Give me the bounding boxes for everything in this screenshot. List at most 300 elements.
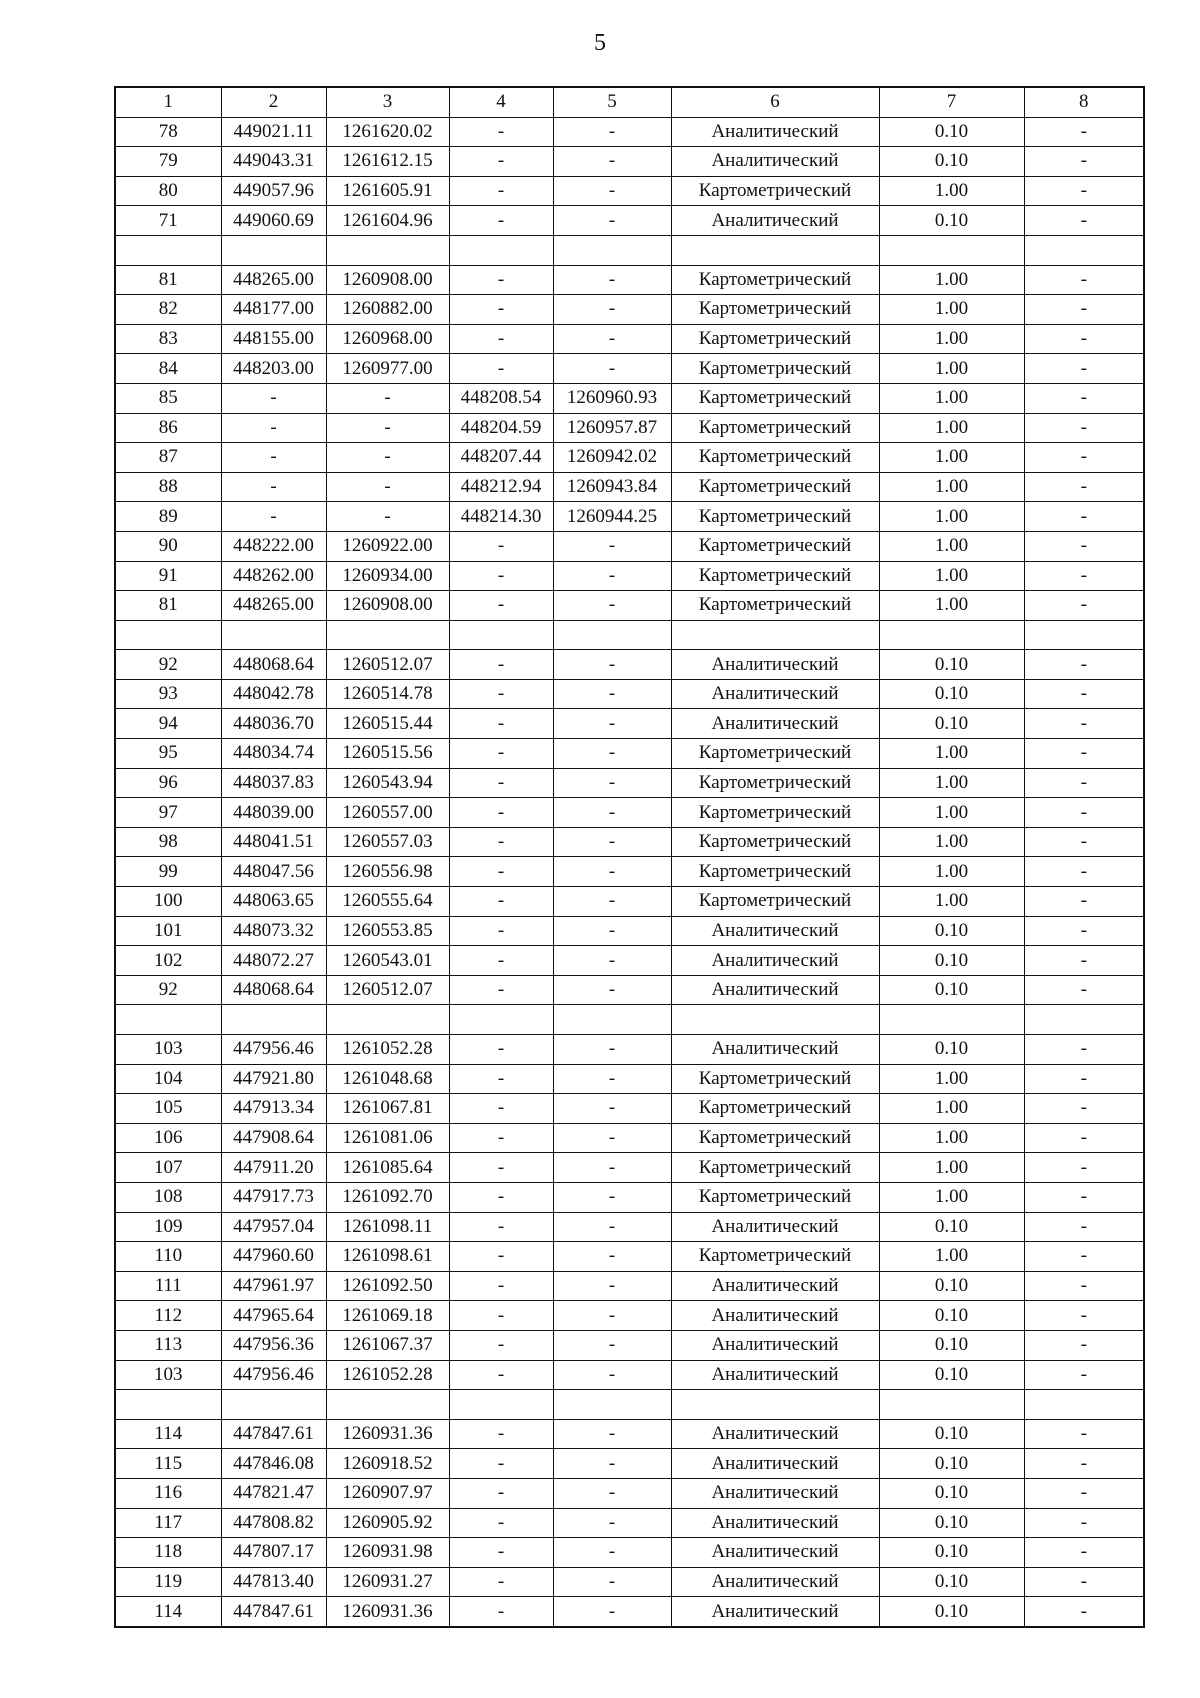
table-cell: Аналитический xyxy=(671,916,879,946)
table-cell: Аналитический xyxy=(671,709,879,739)
table-cell: - xyxy=(1024,650,1144,680)
table-row xyxy=(115,1064,1144,1094)
table-cell: - xyxy=(553,1064,671,1094)
table-cell: - xyxy=(1024,295,1144,325)
table-cell: 94 xyxy=(115,709,221,739)
table-cell: - xyxy=(1024,472,1144,502)
table-cell: 98 xyxy=(115,827,221,857)
table-cell: 1.00 xyxy=(879,176,1024,206)
table-cell: 447957.04 xyxy=(221,1212,326,1242)
table-cell: Аналитический xyxy=(671,975,879,1005)
table-cell: - xyxy=(553,1242,671,1272)
table-cell: 1260515.56 xyxy=(326,739,449,769)
table-cell: - xyxy=(1024,709,1144,739)
table-cell: 83 xyxy=(115,324,221,354)
table-cell: - xyxy=(326,413,449,443)
table-cell: - xyxy=(553,679,671,709)
table-cell: 0.10 xyxy=(879,1567,1024,1597)
table-cell xyxy=(115,1005,221,1035)
table-cell: 1260556.98 xyxy=(326,857,449,887)
table-cell: - xyxy=(553,1094,671,1124)
table-cell: 103 xyxy=(115,1035,221,1065)
table-cell: 1261048.68 xyxy=(326,1064,449,1094)
table-cell: 78 xyxy=(115,117,221,147)
table-cell: 1.00 xyxy=(879,354,1024,384)
table-cell: - xyxy=(449,265,553,295)
table-cell: Аналитический xyxy=(671,679,879,709)
table-cell: 119 xyxy=(115,1567,221,1597)
table-row xyxy=(115,147,1144,177)
table-cell xyxy=(671,235,879,265)
table-cell: 1260931.36 xyxy=(326,1419,449,1449)
table-cell: 447956.36 xyxy=(221,1330,326,1360)
table-cell: 448068.64 xyxy=(221,975,326,1005)
table-row xyxy=(115,383,1144,413)
table-cell: - xyxy=(1024,1035,1144,1065)
table-row xyxy=(115,1567,1144,1597)
table-cell xyxy=(879,235,1024,265)
table-row xyxy=(115,472,1144,502)
table-cell: 81 xyxy=(115,591,221,621)
table-cell: 448262.00 xyxy=(221,561,326,591)
table-cell: Аналитический xyxy=(671,1508,879,1538)
table-cell: - xyxy=(1024,147,1144,177)
table-cell: - xyxy=(1024,798,1144,828)
table-cell: 1260931.98 xyxy=(326,1538,449,1568)
table-cell: - xyxy=(553,591,671,621)
table-cell: - xyxy=(553,265,671,295)
table-cell: 0.10 xyxy=(879,1597,1024,1627)
table-cell: 447956.46 xyxy=(221,1360,326,1390)
table-cell: 0.10 xyxy=(879,709,1024,739)
table-cell: - xyxy=(553,176,671,206)
table-cell: - xyxy=(449,1449,553,1479)
table-cell: 79 xyxy=(115,147,221,177)
table-row xyxy=(115,117,1144,147)
table-cell: 0.10 xyxy=(879,1301,1024,1331)
table-cell: 1260931.36 xyxy=(326,1597,449,1627)
table-cell: - xyxy=(1024,1567,1144,1597)
table-cell: 1260942.02 xyxy=(553,443,671,473)
table-cell: 84 xyxy=(115,354,221,384)
table-cell: 0.10 xyxy=(879,1330,1024,1360)
table-cell: - xyxy=(1024,1478,1144,1508)
table-cell xyxy=(553,1390,671,1420)
table-cell: 0.10 xyxy=(879,147,1024,177)
table-cell: - xyxy=(1024,117,1144,147)
table-row xyxy=(115,443,1144,473)
table-cell: - xyxy=(449,591,553,621)
table-cell: - xyxy=(553,1508,671,1538)
table-cell: Картометрический xyxy=(671,739,879,769)
table-cell: - xyxy=(553,324,671,354)
table-cell xyxy=(879,1005,1024,1035)
table-cell: 447813.40 xyxy=(221,1567,326,1597)
table-cell: 1.00 xyxy=(879,1242,1024,1272)
table-cell: - xyxy=(553,887,671,917)
table-row xyxy=(115,413,1144,443)
table-cell xyxy=(221,235,326,265)
table-cell: - xyxy=(1024,1271,1144,1301)
table-cell: - xyxy=(449,1508,553,1538)
table-cell: 447913.34 xyxy=(221,1094,326,1124)
table-cell: 1.00 xyxy=(879,887,1024,917)
table-cell: - xyxy=(1024,324,1144,354)
table-cell: - xyxy=(553,295,671,325)
table-cell: 1260931.27 xyxy=(326,1567,449,1597)
table-cell: - xyxy=(449,1301,553,1331)
table-cell xyxy=(553,620,671,650)
table-cell: - xyxy=(1024,916,1144,946)
table-cell: - xyxy=(553,1597,671,1627)
table-row xyxy=(115,1123,1144,1153)
table-cell: - xyxy=(449,1538,553,1568)
table-cell xyxy=(221,1390,326,1420)
table-cell xyxy=(1024,235,1144,265)
table-cell: - xyxy=(221,502,326,532)
table-row xyxy=(115,709,1144,739)
table-cell: 1261081.06 xyxy=(326,1123,449,1153)
table-cell: - xyxy=(449,1242,553,1272)
table-cell: 1.00 xyxy=(879,561,1024,591)
table-cell: - xyxy=(449,1271,553,1301)
table-cell: - xyxy=(553,768,671,798)
column-header: 3 xyxy=(326,87,449,117)
table-cell: 114 xyxy=(115,1419,221,1449)
table-cell: 86 xyxy=(115,413,221,443)
table-row xyxy=(115,1035,1144,1065)
table-cell: Картометрический xyxy=(671,1094,879,1124)
table-cell: - xyxy=(1024,827,1144,857)
table-cell: - xyxy=(1024,1508,1144,1538)
table-cell: 1.00 xyxy=(879,531,1024,561)
table-cell xyxy=(115,620,221,650)
table-body xyxy=(115,117,1144,1627)
table-cell: 1260512.07 xyxy=(326,650,449,680)
table-cell: 0.10 xyxy=(879,946,1024,976)
table-cell: 1260512.07 xyxy=(326,975,449,1005)
column-header: 4 xyxy=(449,87,553,117)
table-cell: 1261098.61 xyxy=(326,1242,449,1272)
table-cell: 87 xyxy=(115,443,221,473)
table-cell: 1260968.00 xyxy=(326,324,449,354)
table-cell: - xyxy=(1024,857,1144,887)
table-cell: 1.00 xyxy=(879,265,1024,295)
table-cell: 88 xyxy=(115,472,221,502)
table-cell: 105 xyxy=(115,1094,221,1124)
table-row xyxy=(115,206,1144,236)
table-cell: Аналитический xyxy=(671,1449,879,1479)
table-cell: 1.00 xyxy=(879,413,1024,443)
table-cell: 449057.96 xyxy=(221,176,326,206)
table-cell: - xyxy=(326,502,449,532)
table-cell: 448265.00 xyxy=(221,591,326,621)
table-cell: 1.00 xyxy=(879,739,1024,769)
table-cell: - xyxy=(1024,1597,1144,1627)
table-cell: 1.00 xyxy=(879,443,1024,473)
separator-row xyxy=(115,1005,1144,1035)
table-row xyxy=(115,1449,1144,1479)
table-cell: - xyxy=(1024,1301,1144,1331)
table-cell: 1260908.00 xyxy=(326,591,449,621)
table-row xyxy=(115,739,1144,769)
table-cell: Аналитический xyxy=(671,1419,879,1449)
table-cell: - xyxy=(1024,1360,1144,1390)
table-row xyxy=(115,1478,1144,1508)
table-row xyxy=(115,946,1144,976)
table-row xyxy=(115,176,1144,206)
table-cell: 112 xyxy=(115,1301,221,1331)
table-cell: 117 xyxy=(115,1508,221,1538)
table-cell: 447847.61 xyxy=(221,1597,326,1627)
table-cell: - xyxy=(1024,1449,1144,1479)
table-cell: 448041.51 xyxy=(221,827,326,857)
table-cell: 0.10 xyxy=(879,1508,1024,1538)
table-cell: 1260944.25 xyxy=(553,502,671,532)
table-cell: Аналитический xyxy=(671,1567,879,1597)
table-cell: 81 xyxy=(115,265,221,295)
coordinates-table xyxy=(114,86,1145,1628)
table-cell: Картометрический xyxy=(671,591,879,621)
table-cell: - xyxy=(449,798,553,828)
table-cell: - xyxy=(553,1035,671,1065)
table-cell: Аналитический xyxy=(671,206,879,236)
table-cell: 89 xyxy=(115,502,221,532)
table-cell: 0.10 xyxy=(879,1212,1024,1242)
table-cell: Картометрический xyxy=(671,295,879,325)
table-cell: - xyxy=(553,857,671,887)
table-cell: - xyxy=(221,472,326,502)
table-cell: 82 xyxy=(115,295,221,325)
table-cell: Картометрический xyxy=(671,531,879,561)
table-cell xyxy=(449,1005,553,1035)
table-cell: 101 xyxy=(115,916,221,946)
table-cell: - xyxy=(1024,1153,1144,1183)
table-cell: - xyxy=(1024,561,1144,591)
table-cell: - xyxy=(449,1478,553,1508)
table-cell: 0.10 xyxy=(879,1449,1024,1479)
table-cell: - xyxy=(449,916,553,946)
table-cell: 448047.56 xyxy=(221,857,326,887)
table-cell: - xyxy=(553,1360,671,1390)
table-cell: 448177.00 xyxy=(221,295,326,325)
table-cell: - xyxy=(1024,679,1144,709)
table-cell: - xyxy=(553,1123,671,1153)
table-cell: - xyxy=(449,650,553,680)
table-cell: Картометрический xyxy=(671,176,879,206)
table-cell: 93 xyxy=(115,679,221,709)
table-cell: 447965.64 xyxy=(221,1301,326,1331)
table-cell: Аналитический xyxy=(671,1597,879,1627)
table-cell: 1260922.00 xyxy=(326,531,449,561)
table-cell: 448039.00 xyxy=(221,798,326,828)
table-cell: 1.00 xyxy=(879,324,1024,354)
table-cell: - xyxy=(449,324,553,354)
table-cell: 448208.54 xyxy=(449,383,553,413)
table-cell: - xyxy=(553,117,671,147)
table-cell: - xyxy=(449,1330,553,1360)
table-cell: - xyxy=(1024,502,1144,532)
table-cell: Аналитический xyxy=(671,1212,879,1242)
table-cell: 1260543.01 xyxy=(326,946,449,976)
table-row xyxy=(115,1330,1144,1360)
table-cell: - xyxy=(1024,413,1144,443)
table-cell: 113 xyxy=(115,1330,221,1360)
table-row xyxy=(115,1242,1144,1272)
table-cell: 1260557.00 xyxy=(326,798,449,828)
table-cell: - xyxy=(553,531,671,561)
table-cell: 1.00 xyxy=(879,295,1024,325)
table-cell: Картометрический xyxy=(671,1123,879,1153)
table-cell: 448073.32 xyxy=(221,916,326,946)
table-cell: 448072.27 xyxy=(221,946,326,976)
table-cell: - xyxy=(449,1360,553,1390)
column-header: 5 xyxy=(553,87,671,117)
table-cell: 1260957.87 xyxy=(553,413,671,443)
table-cell: - xyxy=(1024,383,1144,413)
table-cell: 1260882.00 xyxy=(326,295,449,325)
table-cell: 0.10 xyxy=(879,975,1024,1005)
table-cell: 0.10 xyxy=(879,206,1024,236)
table-cell: 448034.74 xyxy=(221,739,326,769)
table-cell: 447821.47 xyxy=(221,1478,326,1508)
table-cell: 1261052.28 xyxy=(326,1035,449,1065)
table-row xyxy=(115,1301,1144,1331)
table-row xyxy=(115,887,1144,917)
table-cell: 1.00 xyxy=(879,798,1024,828)
table-row xyxy=(115,679,1144,709)
table-cell xyxy=(221,620,326,650)
table-cell: 1260960.93 xyxy=(553,383,671,413)
table-cell: - xyxy=(553,1419,671,1449)
table-cell: - xyxy=(1024,1212,1144,1242)
table-cell xyxy=(553,235,671,265)
table-cell: 448265.00 xyxy=(221,265,326,295)
table-cell: - xyxy=(1024,1242,1144,1272)
table-cell: 1260918.52 xyxy=(326,1449,449,1479)
table-row xyxy=(115,591,1144,621)
table-row xyxy=(115,768,1144,798)
table-cell: - xyxy=(553,561,671,591)
table-cell: 1260934.00 xyxy=(326,561,449,591)
table-cell: 1261098.11 xyxy=(326,1212,449,1242)
table-cell: 108 xyxy=(115,1182,221,1212)
table-cell: 104 xyxy=(115,1064,221,1094)
table-cell xyxy=(879,1390,1024,1420)
table-cell: - xyxy=(449,946,553,976)
table-cell: 1.00 xyxy=(879,591,1024,621)
table-cell xyxy=(326,1005,449,1035)
table-row xyxy=(115,1153,1144,1183)
table-cell: 1260514.78 xyxy=(326,679,449,709)
table-cell: 109 xyxy=(115,1212,221,1242)
table-cell: 448207.44 xyxy=(449,443,553,473)
table-cell: 91 xyxy=(115,561,221,591)
table-cell: 0.10 xyxy=(879,650,1024,680)
table-cell: - xyxy=(553,1567,671,1597)
table-cell: Картометрический xyxy=(671,502,879,532)
column-header: 6 xyxy=(671,87,879,117)
column-header: 7 xyxy=(879,87,1024,117)
table-cell: 85 xyxy=(115,383,221,413)
table-cell: 95 xyxy=(115,739,221,769)
table-row xyxy=(115,975,1144,1005)
table-cell: - xyxy=(449,1123,553,1153)
column-header: 1 xyxy=(115,87,221,117)
table-cell: Аналитический xyxy=(671,1271,879,1301)
table-cell xyxy=(1024,1005,1144,1035)
table-cell: - xyxy=(1024,206,1144,236)
table-cell: 1261092.50 xyxy=(326,1271,449,1301)
table-cell: Аналитический xyxy=(671,1330,879,1360)
table-cell: - xyxy=(449,887,553,917)
table-cell: 1.00 xyxy=(879,1182,1024,1212)
table-cell: - xyxy=(449,739,553,769)
table-cell: - xyxy=(553,1301,671,1331)
table-cell: - xyxy=(1024,1123,1144,1153)
table-cell: - xyxy=(326,443,449,473)
table-row xyxy=(115,1094,1144,1124)
table-cell: Картометрический xyxy=(671,768,879,798)
table-cell: Картометрический xyxy=(671,383,879,413)
table-cell: - xyxy=(221,443,326,473)
table-cell: 114 xyxy=(115,1597,221,1627)
page-number: 5 xyxy=(594,30,606,56)
table-cell: - xyxy=(553,739,671,769)
table-cell: 1.00 xyxy=(879,827,1024,857)
table-cell: - xyxy=(553,1538,671,1568)
table-row xyxy=(115,1360,1144,1390)
table-row xyxy=(115,857,1144,887)
table-row xyxy=(115,531,1144,561)
table-cell: - xyxy=(1024,946,1144,976)
table-cell: - xyxy=(1024,768,1144,798)
table-row xyxy=(115,561,1144,591)
table-cell: 447846.08 xyxy=(221,1449,326,1479)
table-cell: - xyxy=(449,1212,553,1242)
table-cell: Картометрический xyxy=(671,1064,879,1094)
table-row xyxy=(115,1597,1144,1627)
table-cell: 1261069.18 xyxy=(326,1301,449,1331)
table-cell: - xyxy=(553,1478,671,1508)
table-cell xyxy=(671,1390,879,1420)
table-cell: 0.10 xyxy=(879,117,1024,147)
separator-row xyxy=(115,620,1144,650)
table-row xyxy=(115,1212,1144,1242)
table-cell: - xyxy=(1024,1330,1144,1360)
separator-row xyxy=(115,235,1144,265)
table-cell: 1261085.64 xyxy=(326,1153,449,1183)
separator-row xyxy=(115,1390,1144,1420)
table-cell: 1260908.00 xyxy=(326,265,449,295)
table-cell: - xyxy=(1024,531,1144,561)
table-cell: 1261067.81 xyxy=(326,1094,449,1124)
table-cell: - xyxy=(449,827,553,857)
table-cell: - xyxy=(1024,887,1144,917)
table-cell: - xyxy=(221,383,326,413)
table-cell: - xyxy=(449,857,553,887)
table-cell: Аналитический xyxy=(671,650,879,680)
table-cell: 116 xyxy=(115,1478,221,1508)
table-cell: - xyxy=(1024,265,1144,295)
table-cell: Картометрический xyxy=(671,798,879,828)
table-cell: 115 xyxy=(115,1449,221,1479)
column-header: 8 xyxy=(1024,87,1144,117)
table-cell: Аналитический xyxy=(671,1538,879,1568)
table-row xyxy=(115,354,1144,384)
table-cell: - xyxy=(553,916,671,946)
table-cell: - xyxy=(449,975,553,1005)
